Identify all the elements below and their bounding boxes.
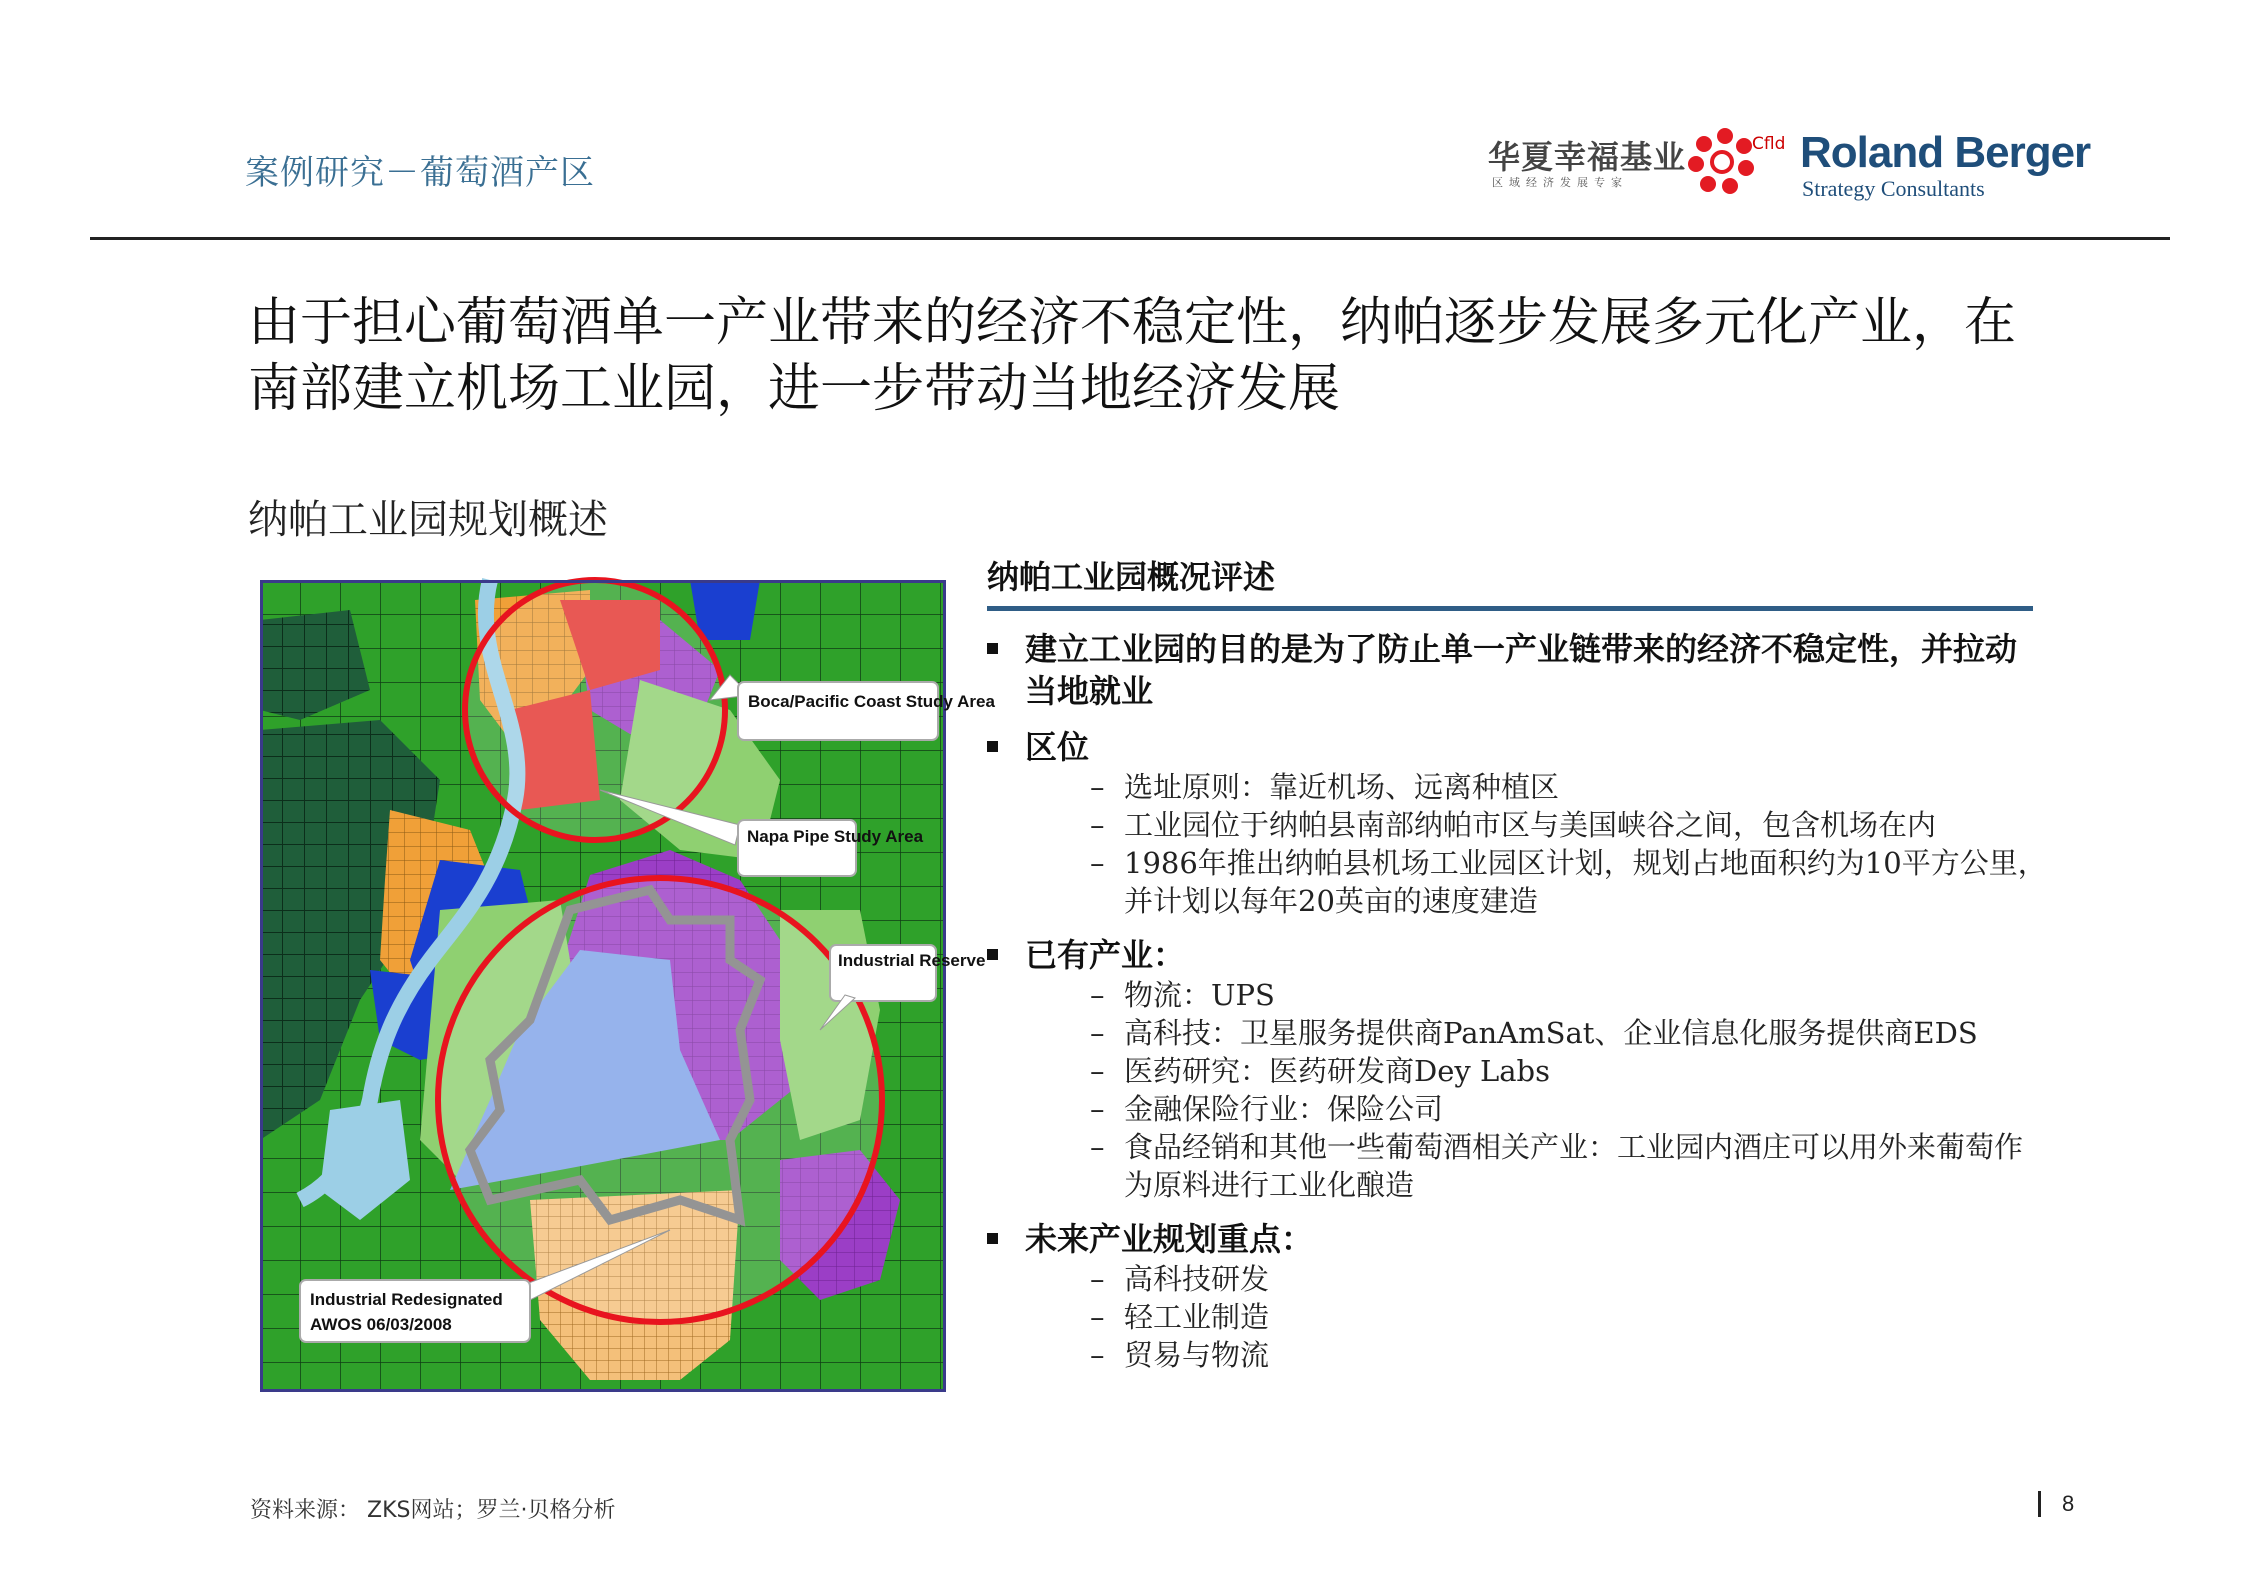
sub-bullet-text: 医药研究：医药研发商Dey Labs xyxy=(1124,1054,1551,1088)
sub-bullet-text: 高科技研发 xyxy=(1124,1262,1270,1296)
bullet-existing-industries xyxy=(987,934,2047,976)
sub-bullet-text: 金融保险行业：保险公司 xyxy=(1124,1092,1444,1126)
dash-icon: – xyxy=(1090,1092,1105,1126)
cfld-logo-subtext: 区域经济发展专家 xyxy=(1492,176,1628,189)
panel-divider xyxy=(987,606,2033,611)
sub-bullet xyxy=(987,768,2047,806)
dash-icon: – xyxy=(1090,1300,1105,1334)
sub-bullet xyxy=(987,1128,2047,1204)
bullet-list xyxy=(987,628,2047,1374)
sub-bullet xyxy=(987,1090,2047,1128)
highlight-circle-north xyxy=(465,580,725,840)
sub-bullet-text: 贸易与物流 xyxy=(1124,1338,1270,1372)
sub-bullet-text: 1986年推出纳帕县机场工业园区计划，规划占地面积约为10平方公里，并计划以每年20英亩的速度建造 xyxy=(1124,846,2047,918)
label-boca-1: Boca/Pacific Coast Study Area xyxy=(748,692,995,711)
bullet-future-focus xyxy=(987,1218,2047,1260)
bullet-purpose xyxy=(987,628,2047,712)
bullet-text: 区位 xyxy=(1025,728,1090,766)
sub-bullet xyxy=(987,1052,2047,1090)
page-number-bar xyxy=(2038,1491,2041,1517)
map-section-subtitle: 纳帕工业园规划概述 xyxy=(248,497,608,543)
label-industrial-reserve: Industrial Reserve xyxy=(838,951,986,970)
panel-title: 纳帕工业园概况评述 xyxy=(987,558,1276,596)
sub-bullet-text: 工业园位于纳帕县南部纳帕市区与美国峡谷之间，包含机场在内 xyxy=(1124,808,1937,842)
sub-bullet-text: 选址原则：靠近机场、远离种植区 xyxy=(1124,770,1560,804)
bullet-square-icon xyxy=(987,741,998,752)
dash-icon: – xyxy=(1090,1054,1105,1088)
roland-berger-logo: Roland Berger xyxy=(1800,128,2091,177)
sub-bullet xyxy=(987,1298,2047,1336)
dash-icon: – xyxy=(1090,808,1105,842)
sub-bullet-text: 轻工业制造 xyxy=(1124,1300,1270,1334)
highlight-circle-south xyxy=(438,878,882,1322)
napa-industrial-park-map xyxy=(260,580,995,1392)
cfld-logo-mark: Cfld xyxy=(1752,134,1786,154)
bullet-text: 建立工业园的目的是为了防止单一产业链带来的经济不稳定性，并拉动当地就业 xyxy=(1025,630,2018,710)
sub-bullet-text: 物流：UPS xyxy=(1124,978,1275,1012)
dash-icon: – xyxy=(1090,1338,1105,1372)
page-number: 8 xyxy=(2062,1491,2075,1516)
sub-bullet xyxy=(987,1014,2047,1052)
dash-icon: – xyxy=(1090,770,1105,804)
bullet-location xyxy=(987,726,2047,768)
sub-bullet xyxy=(987,1260,2047,1298)
sub-bullet xyxy=(987,1336,2047,1374)
sub-bullet xyxy=(987,976,2047,1014)
dash-icon: – xyxy=(1090,846,1105,880)
label-napa-pipe: Napa Pipe Study Area xyxy=(747,827,924,846)
dash-icon: – xyxy=(1090,1016,1105,1050)
roland-berger-tagline: Strategy Consultants xyxy=(1802,176,1985,201)
sub-bullet xyxy=(987,806,2047,844)
sub-bullet xyxy=(987,844,2047,920)
dash-icon: – xyxy=(1090,978,1105,1012)
slide-headline: 由于担心葡萄酒单一产业带来的经济不稳定性，纳帕逐步发展多元化产业，在南部建立机场工业园，进一步带动当地经济发展 xyxy=(248,293,2017,419)
dash-icon: – xyxy=(1090,1262,1105,1296)
callout-box-boca xyxy=(738,682,938,740)
section-title: 案例研究－葡萄酒产区 xyxy=(245,153,595,193)
sub-bullet-text: 食品经销和其他一些葡萄酒相关产业：工业园内酒庄可以用外来葡萄作为原料进行工业化酿造 xyxy=(1124,1130,2024,1202)
cfld-logo-text: 华夏幸福基业 xyxy=(1488,138,1687,176)
sub-bullet-text: 高科技：卫星服务提供商PanAmSat、企业信息化服务提供商EDS xyxy=(1124,1016,1978,1050)
source-note: 资料来源： ZKS网站；罗兰·贝格分析 xyxy=(250,1498,616,1523)
bullet-text: 已有产业： xyxy=(1025,936,1186,974)
bullet-text: 未来产业规划重点： xyxy=(1025,1220,1314,1258)
bullet-square-icon xyxy=(987,643,998,654)
bullet-square-icon xyxy=(987,949,998,960)
label-redesignated-1: Industrial Redesignated xyxy=(310,1290,503,1309)
dash-icon: – xyxy=(1090,1130,1105,1164)
header-divider xyxy=(90,237,2170,240)
bullet-square-icon xyxy=(987,1233,998,1244)
label-redesignated-2: AWOS 06/03/2008 xyxy=(310,1315,452,1334)
